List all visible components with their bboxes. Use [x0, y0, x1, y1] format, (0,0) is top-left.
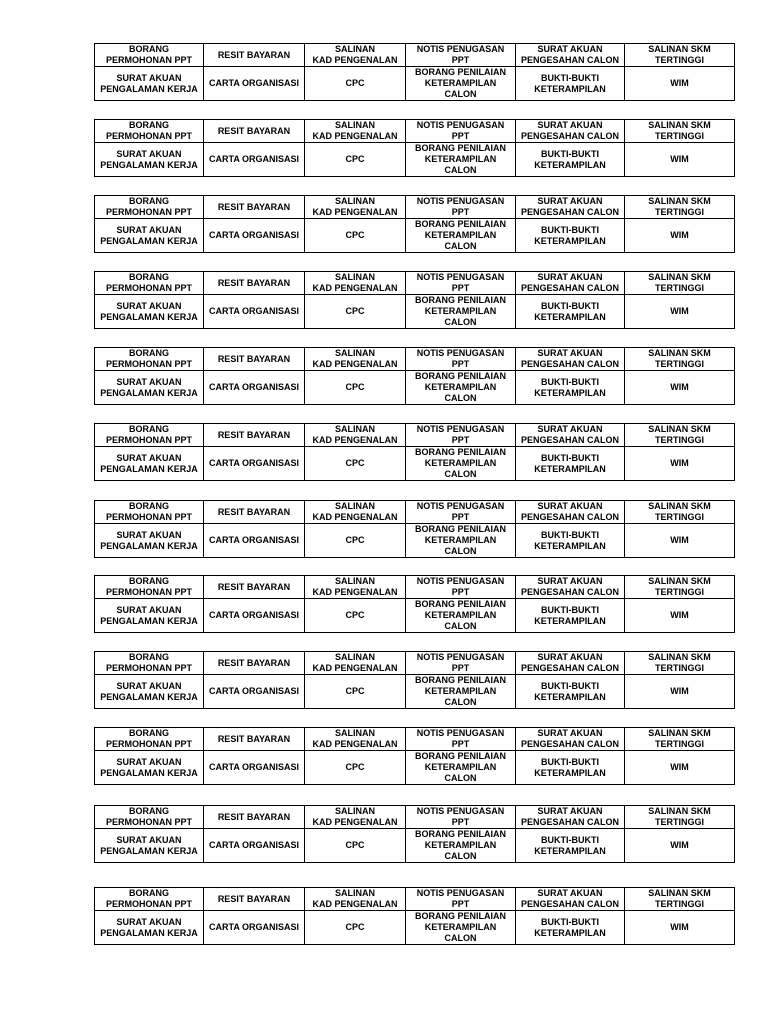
label-surat-akuan-pengesahan-calon: SURAT AKUAN PENGESAHAN CALON [516, 728, 625, 751]
label-surat-akuan-pengalaman-kerja: SURAT AKUAN PENGALAMAN KERJA [95, 219, 204, 253]
label-borang-penilaian-keterampilan-calon: BORANG PENILAIAN KETERAMPILAN CALON [406, 524, 516, 558]
label-salinan-skm-tertinggi: SALINAN SKM TERTINGGI [625, 806, 735, 829]
label-surat-akuan-pengesahan-calon: SURAT AKUAN PENGESAHAN CALON [516, 272, 625, 295]
label-borang-penilaian-keterampilan-calon: BORANG PENILAIAN KETERAMPILAN CALON [406, 675, 516, 709]
label-borang-permohonan-ppt: BORANG PERMOHONAN PPT [95, 806, 204, 829]
label-borang-permohonan-ppt: BORANG PERMOHONAN PPT [95, 652, 204, 675]
label-salinan-skm-tertinggi: SALINAN SKM TERTINGGI [625, 424, 735, 447]
label-row-documents [95, 348, 735, 371]
label-notis-penugasan-ppt: NOTIS PENUGASAN PPT [406, 501, 516, 524]
label-notis-penugasan-ppt: NOTIS PENUGASAN PPT [406, 348, 516, 371]
label-salinan-skm-tertinggi: SALINAN SKM TERTINGGI [625, 728, 735, 751]
label-resit-bayaran: RESIT BAYARAN [204, 272, 305, 295]
label-borang-permohonan-ppt: BORANG PERMOHONAN PPT [95, 888, 204, 911]
label-salinan-skm-tertinggi: SALINAN SKM TERTINGGI [625, 501, 735, 524]
label-salinan-kad-pengenalan: SALINAN KAD PENGENALAN [305, 728, 406, 751]
label-borang-penilaian-keterampilan-calon: BORANG PENILAIAN KETERAMPILAN CALON [406, 67, 516, 101]
label-bukti-bukti-keterampilan: BUKTI-BUKTI KETERAMPILAN [516, 599, 625, 633]
label-carta-organisasi: CARTA ORGANISASI [204, 447, 305, 481]
label-salinan-skm-tertinggi: SALINAN SKM TERTINGGI [625, 652, 735, 675]
label-salinan-skm-tertinggi: SALINAN SKM TERTINGGI [625, 576, 735, 599]
label-surat-akuan-pengalaman-kerja: SURAT AKUAN PENGALAMAN KERJA [95, 829, 204, 863]
label-surat-akuan-pengesahan-calon: SURAT AKUAN PENGESAHAN CALON [516, 120, 625, 143]
label-cpc: CPC [305, 143, 406, 177]
label-carta-organisasi: CARTA ORGANISASI [204, 751, 305, 785]
label-surat-akuan-pengesahan-calon: SURAT AKUAN PENGESAHAN CALON [516, 44, 625, 67]
label-cpc: CPC [305, 447, 406, 481]
label-row-evidence [95, 751, 735, 785]
label-wim: WIM [625, 911, 735, 945]
label-bukti-bukti-keterampilan: BUKTI-BUKTI KETERAMPILAN [516, 67, 625, 101]
label-notis-penugasan-ppt: NOTIS PENUGASAN PPT [406, 120, 516, 143]
label-surat-akuan-pengalaman-kerja: SURAT AKUAN PENGALAMAN KERJA [95, 751, 204, 785]
label-surat-akuan-pengalaman-kerja: SURAT AKUAN PENGALAMAN KERJA [95, 524, 204, 558]
label-resit-bayaran: RESIT BAYARAN [204, 120, 305, 143]
label-salinan-kad-pengenalan: SALINAN KAD PENGENALAN [305, 120, 406, 143]
label-surat-akuan-pengalaman-kerja: SURAT AKUAN PENGALAMAN KERJA [95, 67, 204, 101]
label-wim: WIM [625, 675, 735, 709]
label-wim: WIM [625, 295, 735, 329]
label-borang-penilaian-keterampilan-calon: BORANG PENILAIAN KETERAMPILAN CALON [406, 219, 516, 253]
label-row-documents [95, 888, 735, 911]
label-salinan-skm-tertinggi: SALINAN SKM TERTINGGI [625, 888, 735, 911]
label-row-documents [95, 120, 735, 143]
label-resit-bayaran: RESIT BAYARAN [204, 348, 305, 371]
label-borang-penilaian-keterampilan-calon: BORANG PENILAIAN KETERAMPILAN CALON [406, 371, 516, 405]
label-wim: WIM [625, 371, 735, 405]
label-cpc: CPC [305, 524, 406, 558]
label-wim: WIM [625, 829, 735, 863]
label-borang-permohonan-ppt: BORANG PERMOHONAN PPT [95, 120, 204, 143]
label-borang-penilaian-keterampilan-calon: BORANG PENILAIAN KETERAMPILAN CALON [406, 911, 516, 945]
label-surat-akuan-pengesahan-calon: SURAT AKUAN PENGESAHAN CALON [516, 888, 625, 911]
label-borang-penilaian-keterampilan-calon: BORANG PENILAIAN KETERAMPILAN CALON [406, 829, 516, 863]
label-borang-penilaian-keterampilan-calon: BORANG PENILAIAN KETERAMPILAN CALON [406, 447, 516, 481]
label-cpc: CPC [305, 675, 406, 709]
label-bukti-bukti-keterampilan: BUKTI-BUKTI KETERAMPILAN [516, 524, 625, 558]
label-bukti-bukti-keterampilan: BUKTI-BUKTI KETERAMPILAN [516, 911, 625, 945]
label-surat-akuan-pengalaman-kerja: SURAT AKUAN PENGALAMAN KERJA [95, 599, 204, 633]
label-bukti-bukti-keterampilan: BUKTI-BUKTI KETERAMPILAN [516, 675, 625, 709]
label-wim: WIM [625, 599, 735, 633]
label-row-evidence [95, 219, 735, 253]
label-row-documents [95, 576, 735, 599]
label-surat-akuan-pengesahan-calon: SURAT AKUAN PENGESAHAN CALON [516, 424, 625, 447]
label-carta-organisasi: CARTA ORGANISASI [204, 219, 305, 253]
label-carta-organisasi: CARTA ORGANISASI [204, 675, 305, 709]
label-row-documents [95, 44, 735, 67]
label-salinan-skm-tertinggi: SALINAN SKM TERTINGGI [625, 44, 735, 67]
label-salinan-kad-pengenalan: SALINAN KAD PENGENALAN [305, 806, 406, 829]
label-block [94, 119, 735, 177]
label-resit-bayaran: RESIT BAYARAN [204, 196, 305, 219]
label-row-documents [95, 424, 735, 447]
label-block [94, 651, 735, 709]
label-bukti-bukti-keterampilan: BUKTI-BUKTI KETERAMPILAN [516, 829, 625, 863]
label-row-evidence [95, 143, 735, 177]
label-borang-permohonan-ppt: BORANG PERMOHONAN PPT [95, 501, 204, 524]
label-carta-organisasi: CARTA ORGANISASI [204, 829, 305, 863]
label-surat-akuan-pengesahan-calon: SURAT AKUAN PENGESAHAN CALON [516, 348, 625, 371]
label-surat-akuan-pengesahan-calon: SURAT AKUAN PENGESAHAN CALON [516, 806, 625, 829]
label-resit-bayaran: RESIT BAYARAN [204, 806, 305, 829]
label-block [94, 423, 735, 481]
label-row-evidence [95, 371, 735, 405]
label-surat-akuan-pengalaman-kerja: SURAT AKUAN PENGALAMAN KERJA [95, 675, 204, 709]
label-cpc: CPC [305, 911, 406, 945]
label-borang-permohonan-ppt: BORANG PERMOHONAN PPT [95, 348, 204, 371]
label-borang-permohonan-ppt: BORANG PERMOHONAN PPT [95, 728, 204, 751]
label-bukti-bukti-keterampilan: BUKTI-BUKTI KETERAMPILAN [516, 371, 625, 405]
label-bukti-bukti-keterampilan: BUKTI-BUKTI KETERAMPILAN [516, 751, 625, 785]
label-cpc: CPC [305, 219, 406, 253]
label-notis-penugasan-ppt: NOTIS PENUGASAN PPT [406, 424, 516, 447]
label-wim: WIM [625, 524, 735, 558]
label-block [94, 887, 735, 945]
label-resit-bayaran: RESIT BAYARAN [204, 728, 305, 751]
label-notis-penugasan-ppt: NOTIS PENUGASAN PPT [406, 806, 516, 829]
label-surat-akuan-pengesahan-calon: SURAT AKUAN PENGESAHAN CALON [516, 652, 625, 675]
label-borang-permohonan-ppt: BORANG PERMOHONAN PPT [95, 576, 204, 599]
label-row-documents [95, 728, 735, 751]
label-borang-permohonan-ppt: BORANG PERMOHONAN PPT [95, 424, 204, 447]
label-block [94, 43, 735, 101]
label-row-documents [95, 196, 735, 219]
label-wim: WIM [625, 219, 735, 253]
label-salinan-kad-pengenalan: SALINAN KAD PENGENALAN [305, 348, 406, 371]
label-notis-penugasan-ppt: NOTIS PENUGASAN PPT [406, 888, 516, 911]
label-block [94, 271, 735, 329]
label-borang-penilaian-keterampilan-calon: BORANG PENILAIAN KETERAMPILAN CALON [406, 751, 516, 785]
label-carta-organisasi: CARTA ORGANISASI [204, 524, 305, 558]
label-row-documents [95, 806, 735, 829]
label-resit-bayaran: RESIT BAYARAN [204, 44, 305, 67]
label-bukti-bukti-keterampilan: BUKTI-BUKTI KETERAMPILAN [516, 447, 625, 481]
label-notis-penugasan-ppt: NOTIS PENUGASAN PPT [406, 652, 516, 675]
label-block [94, 347, 735, 405]
label-notis-penugasan-ppt: NOTIS PENUGASAN PPT [406, 576, 516, 599]
label-borang-permohonan-ppt: BORANG PERMOHONAN PPT [95, 44, 204, 67]
label-notis-penugasan-ppt: NOTIS PENUGASAN PPT [406, 44, 516, 67]
label-notis-penugasan-ppt: NOTIS PENUGASAN PPT [406, 728, 516, 751]
label-wim: WIM [625, 447, 735, 481]
label-bukti-bukti-keterampilan: BUKTI-BUKTI KETERAMPILAN [516, 295, 625, 329]
label-salinan-kad-pengenalan: SALINAN KAD PENGENALAN [305, 44, 406, 67]
label-surat-akuan-pengesahan-calon: SURAT AKUAN PENGESAHAN CALON [516, 576, 625, 599]
label-carta-organisasi: CARTA ORGANISASI [204, 67, 305, 101]
label-block [94, 805, 735, 863]
label-carta-organisasi: CARTA ORGANISASI [204, 371, 305, 405]
label-row-evidence [95, 295, 735, 329]
label-borang-permohonan-ppt: BORANG PERMOHONAN PPT [95, 272, 204, 295]
label-surat-akuan-pengesahan-calon: SURAT AKUAN PENGESAHAN CALON [516, 501, 625, 524]
label-salinan-kad-pengenalan: SALINAN KAD PENGENALAN [305, 501, 406, 524]
label-resit-bayaran: RESIT BAYARAN [204, 501, 305, 524]
label-row-evidence [95, 911, 735, 945]
label-salinan-kad-pengenalan: SALINAN KAD PENGENALAN [305, 888, 406, 911]
label-cpc: CPC [305, 829, 406, 863]
label-bukti-bukti-keterampilan: BUKTI-BUKTI KETERAMPILAN [516, 219, 625, 253]
label-carta-organisasi: CARTA ORGANISASI [204, 143, 305, 177]
label-row-documents [95, 501, 735, 524]
label-borang-penilaian-keterampilan-calon: BORANG PENILAIAN KETERAMPILAN CALON [406, 599, 516, 633]
label-row-evidence [95, 447, 735, 481]
label-row-evidence [95, 524, 735, 558]
label-borang-penilaian-keterampilan-calon: BORANG PENILAIAN KETERAMPILAN CALON [406, 143, 516, 177]
label-notis-penugasan-ppt: NOTIS PENUGASAN PPT [406, 272, 516, 295]
label-cpc: CPC [305, 371, 406, 405]
label-row-documents [95, 652, 735, 675]
label-notis-penugasan-ppt: NOTIS PENUGASAN PPT [406, 196, 516, 219]
label-carta-organisasi: CARTA ORGANISASI [204, 911, 305, 945]
label-resit-bayaran: RESIT BAYARAN [204, 888, 305, 911]
label-carta-organisasi: CARTA ORGANISASI [204, 295, 305, 329]
label-salinan-skm-tertinggi: SALINAN SKM TERTINGGI [625, 348, 735, 371]
label-row-evidence [95, 829, 735, 863]
label-carta-organisasi: CARTA ORGANISASI [204, 599, 305, 633]
label-salinan-kad-pengenalan: SALINAN KAD PENGENALAN [305, 196, 406, 219]
label-row-evidence [95, 675, 735, 709]
label-salinan-skm-tertinggi: SALINAN SKM TERTINGGI [625, 196, 735, 219]
label-block [94, 195, 735, 253]
label-wim: WIM [625, 751, 735, 785]
label-resit-bayaran: RESIT BAYARAN [204, 652, 305, 675]
label-block [94, 500, 735, 558]
label-salinan-skm-tertinggi: SALINAN SKM TERTINGGI [625, 120, 735, 143]
label-block [94, 727, 735, 785]
label-wim: WIM [625, 143, 735, 177]
label-cpc: CPC [305, 295, 406, 329]
label-cpc: CPC [305, 599, 406, 633]
label-surat-akuan-pengalaman-kerja: SURAT AKUAN PENGALAMAN KERJA [95, 447, 204, 481]
label-borang-permohonan-ppt: BORANG PERMOHONAN PPT [95, 196, 204, 219]
label-surat-akuan-pengesahan-calon: SURAT AKUAN PENGESAHAN CALON [516, 196, 625, 219]
label-surat-akuan-pengalaman-kerja: SURAT AKUAN PENGALAMAN KERJA [95, 295, 204, 329]
label-surat-akuan-pengalaman-kerja: SURAT AKUAN PENGALAMAN KERJA [95, 143, 204, 177]
label-cpc: CPC [305, 67, 406, 101]
label-surat-akuan-pengalaman-kerja: SURAT AKUAN PENGALAMAN KERJA [95, 371, 204, 405]
label-row-documents [95, 272, 735, 295]
label-borang-penilaian-keterampilan-calon: BORANG PENILAIAN KETERAMPILAN CALON [406, 295, 516, 329]
label-salinan-kad-pengenalan: SALINAN KAD PENGENALAN [305, 424, 406, 447]
label-block [94, 575, 735, 633]
label-salinan-skm-tertinggi: SALINAN SKM TERTINGGI [625, 272, 735, 295]
label-resit-bayaran: RESIT BAYARAN [204, 576, 305, 599]
label-cpc: CPC [305, 751, 406, 785]
label-row-evidence [95, 67, 735, 101]
label-wim: WIM [625, 67, 735, 101]
label-row-evidence [95, 599, 735, 633]
label-bukti-bukti-keterampilan: BUKTI-BUKTI KETERAMPILAN [516, 143, 625, 177]
label-resit-bayaran: RESIT BAYARAN [204, 424, 305, 447]
label-salinan-kad-pengenalan: SALINAN KAD PENGENALAN [305, 272, 406, 295]
label-salinan-kad-pengenalan: SALINAN KAD PENGENALAN [305, 576, 406, 599]
label-salinan-kad-pengenalan: SALINAN KAD PENGENALAN [305, 652, 406, 675]
label-surat-akuan-pengalaman-kerja: SURAT AKUAN PENGALAMAN KERJA [95, 911, 204, 945]
